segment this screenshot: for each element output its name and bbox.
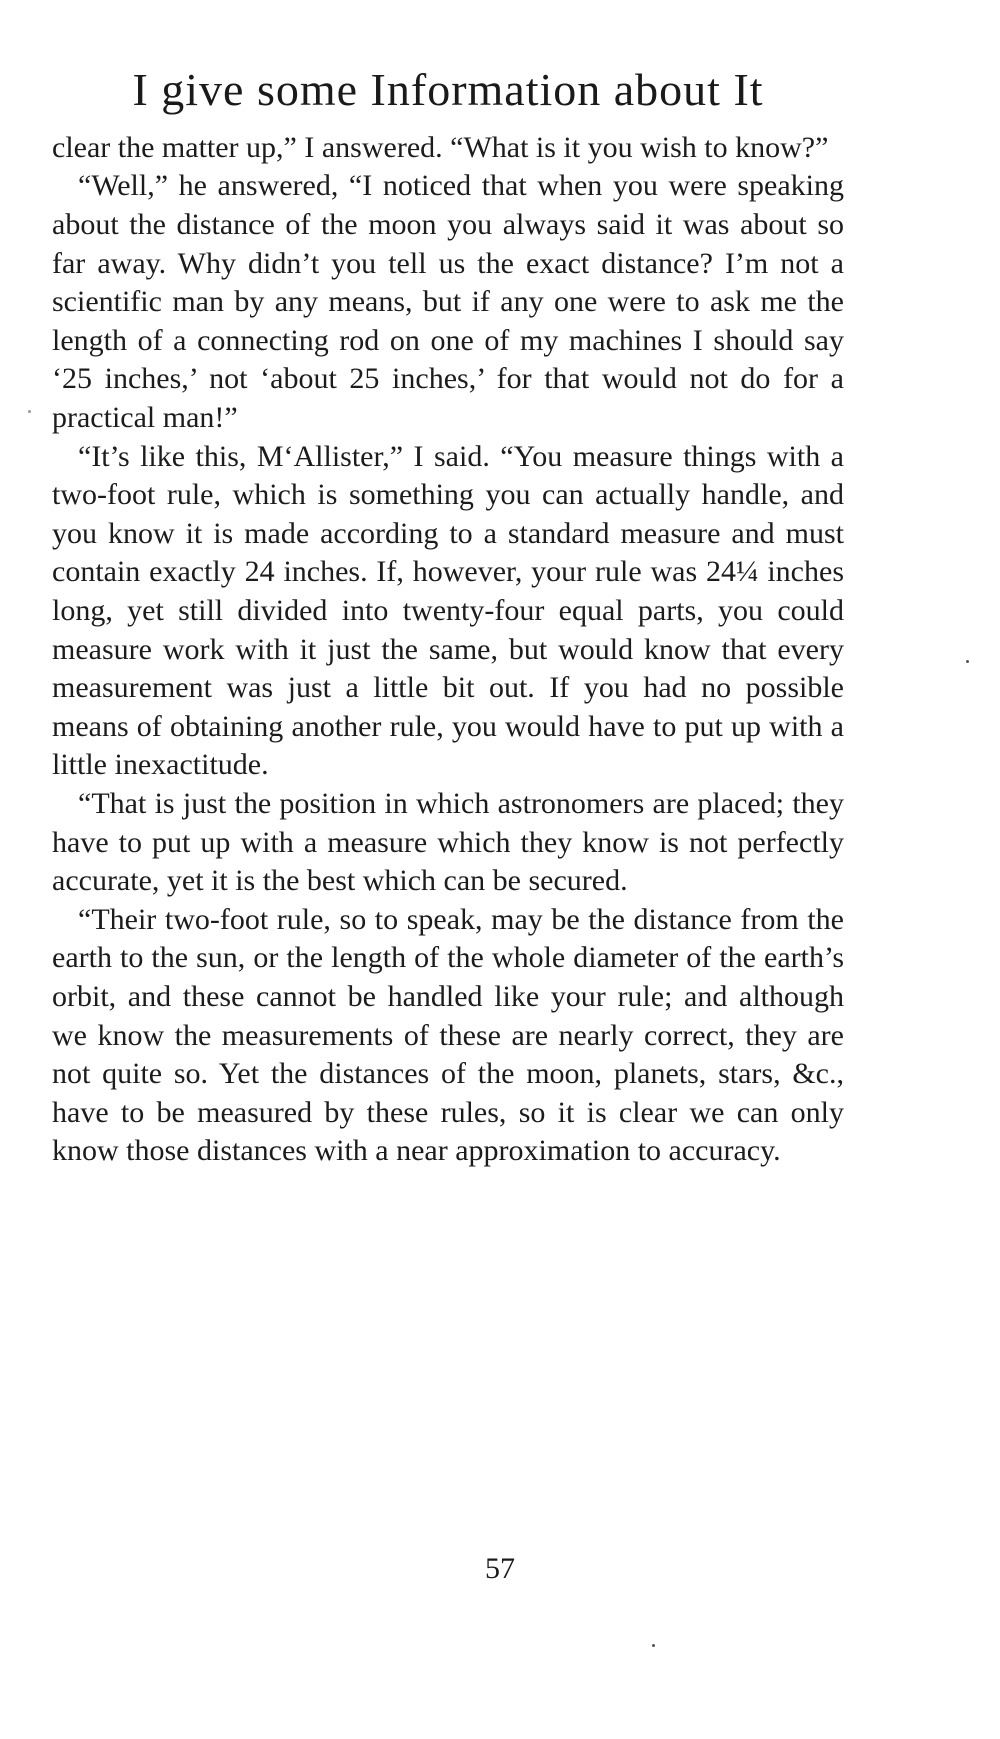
paragraph-1: clear the matter up,” I answered. “What is it you wish to know?” [52, 130, 829, 164]
page-number: 57 [485, 1552, 515, 1585]
print-speck-icon [966, 660, 969, 663]
paragraph-2: “Well,” he answered, “I noticed that when you were speaking about the distance of the moon you always said it was about so far away. Why didn’t you tell us the exact distance? I’m not a scientific man by any means, but if any one were to ask me the length of a connecting rod on one of my machines I should say ‘25 inches,’ not ‘about 25 inches,’ for that would not do for a practical man!” [52, 169, 844, 435]
paragraph-5: “Their two-foot rule, so to speak, may be the distance from the earth to the sun, or the length of the whole diameter of the earth’s orbit, and these cannot be handled like your rule; and although we know the measurements of these are nearly correct, they are not quite so. Yet the distances of the moon, planets, stars, &c., have to be measured by these rules, so it is clear we can only know those distances with a near approximation to accuracy. [52, 902, 844, 1168]
book-page [52, 64, 844, 1171]
print-speck-icon [28, 410, 31, 413]
running-head: I give some Information about It [132, 64, 764, 115]
paragraph-4: “That is just the position in which astronomers are placed; they have to put up with a measure which they know is not perfectly accurate, yet it is the best which can be secured. [52, 786, 844, 898]
paragraph-3: “It’s like this, M‘Allister,” I said. “You measure things with a two-foot rule, which is something you can actually handle, and you know it is made according to a standard measure and must contain exactly 24 inches. If, however, your rule was 24¼ inches long, yet still divided into twenty-four equal parts, you could measure work with it just the same, but would know that every measurement was just a little bit out. If you had no possible means of obtaining another rule, you would have to put up with a little inexactitude. [52, 439, 844, 782]
print-speck-icon [652, 1644, 655, 1647]
